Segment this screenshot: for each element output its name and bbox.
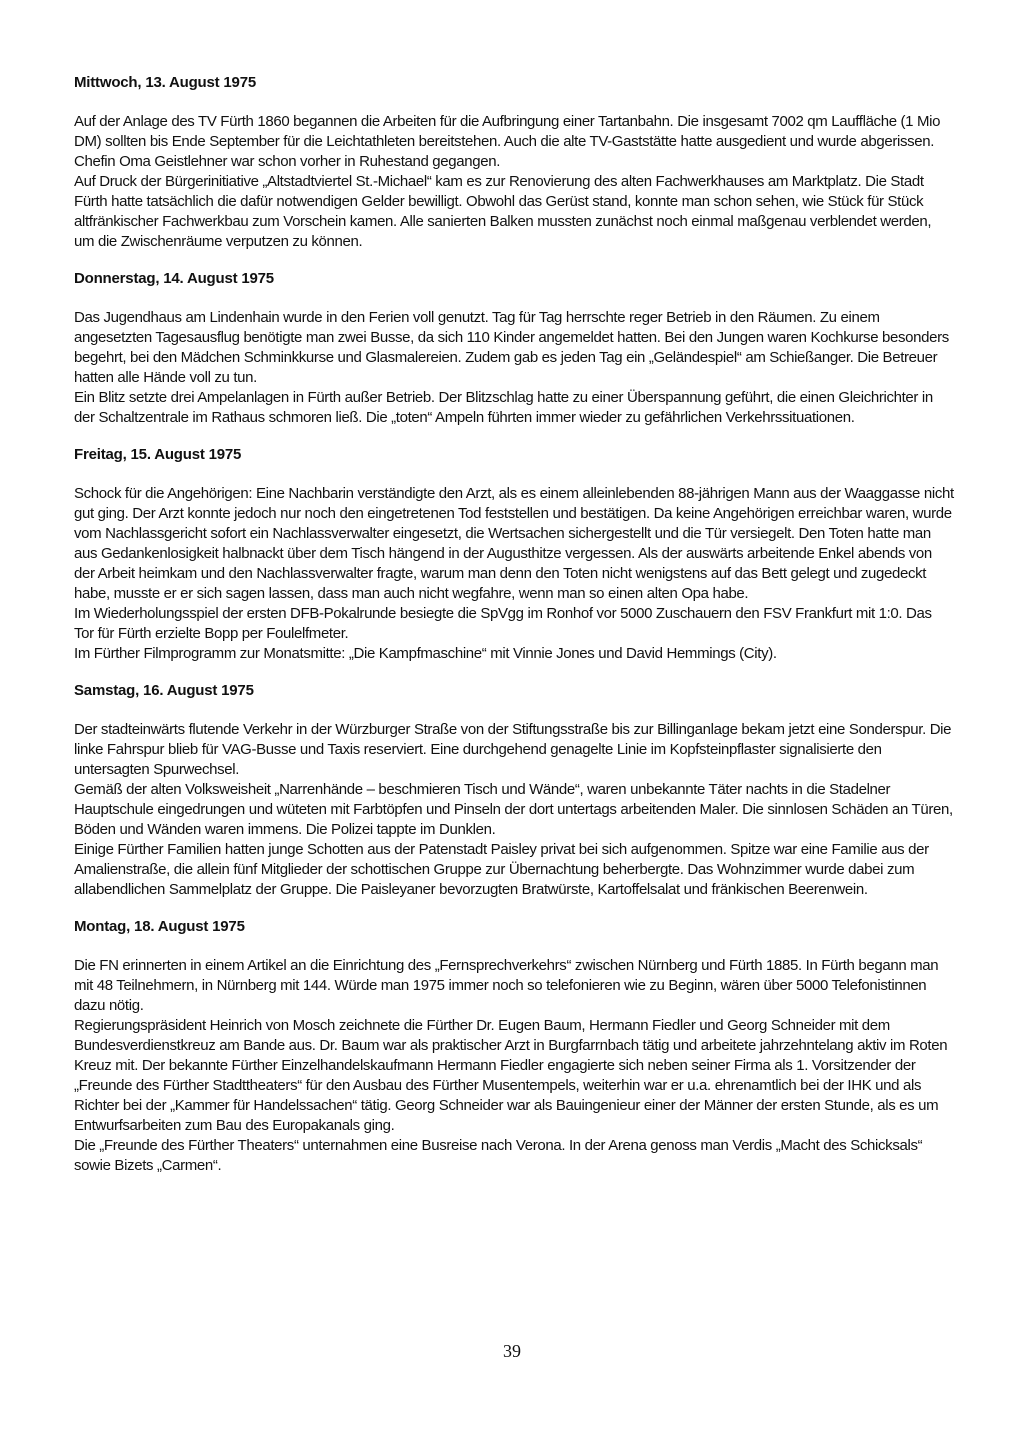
- entry-paragraph: Ein Blitz setzte drei Ampelanlagen in Fürth außer Betrieb. Der Blitzschlag hatte zu einer Überspannung geführt, die einen Gleichrichter in der Schaltzentrale im Rathaus schmoren ließ. Die „toten“ Ampeln führten immer wieder zu gefährlichen Verkehrssituationen.: [74, 389, 933, 426]
- entry-heading: Freitag, 15. August 1975: [74, 446, 242, 463]
- entry-paragraph: Der stadteinwärts flutende Verkehr in der Würzburger Straße von der Stiftungsstraße bis zur Billinganlage bekam jetzt eine Sonderspur. Die linke Fahrspur blieb für VAG-Busse und Taxis reserviert. Eine durchgehend genagelte Linie im Kopfsteinpflaster signalisierte den untersagten Spurwechsel.: [74, 721, 952, 778]
- page-number: 39: [503, 1341, 521, 1361]
- entry-paragraph: Das Jugendhaus am Lindenhain wurde in den Ferien voll genutzt. Tag für Tag herrschte reger Betrieb in den Räumen. Zu einem angesetzten Tagesausflug benötigte man zwei Busse, da sich 110 Kinder angemeldet hatten. Bei den Jungen waren Kochkurse besonders begehrt, bei den Mädchen Schminkkurse und Glasmalereien. Zudem gab es jeden Tag ein „Geländespiel“ am Schießanger. Die Betreuer hatten alle Hände voll zu tun.: [74, 309, 949, 386]
- entry-heading: Montag, 18. August 1975: [74, 918, 245, 935]
- entry-heading: Samstag, 16. August 1975: [74, 682, 254, 699]
- entry-thursday-14-aug: [74, 269, 954, 428]
- entry-heading: Mittwoch, 13. August 1975: [74, 74, 256, 91]
- entry-paragraph: Auf der Anlage des TV Fürth 1860 begannen die Arbeiten für die Aufbringung einer Tartanbahn. Die insgesamt 7002 qm Lauffläche (1 Mio DM) sollten bis Ende September für die Leichtathleten bereitstehen. Auch die alte TV-Gaststätte hatte ausgedient und wurde abgerissen. Chefin Oma Geistlehner war schon vorher in Ruhestand gegangen.: [74, 113, 941, 170]
- entry-heading: Donnerstag, 14. August 1975: [74, 270, 274, 287]
- entry-saturday-16-aug: [74, 681, 954, 900]
- entry-paragraph: Gemäß der alten Volksweisheit „Narrenhände – beschmieren Tisch und Wände“, waren unbekannte Täter nachts in die Stadelner Hauptschule eingedrungen und wüteten mit Farbtöpfen und Pinseln der dort untertags arbeitenden Maler. Die sinnlosen Schäden an Türen, Böden und Wänden waren immens. Die Polizei tappte im Dunklen.: [74, 781, 953, 838]
- entry-wednesday-13-aug: [74, 73, 954, 252]
- entry-paragraph: Im Wiederholungsspiel der ersten DFB-Pokalrunde besiegte die SpVgg im Ronhof vor 5000 Zuschauern den FSV Frankfurt mit 1:0. Das Tor für Fürth erzielte Bopp per Foulelfmeter.: [74, 605, 932, 642]
- document-page: [74, 73, 954, 1193]
- entry-paragraph: Einige Fürther Familien hatten junge Schotten aus der Patenstadt Paisley privat bei sich aufgenommen. Spitze war eine Familie aus der Amalienstraße, die allein fünf Mitglieder der schottischen Gruppe zur Übernachtung beherbergte. Das Wohnzimmer wurde dabei zum allabendlichen Sammelplatz der Gruppe. Die Paisleyaner bevorzugten Bratwürste, Kartoffelsalat und fränkischen Beerenwein.: [74, 841, 929, 898]
- entry-monday-18-aug: [74, 917, 954, 1176]
- entry-paragraph: Auf Druck der Bürgerinitiative „Altstadtviertel St.-Michael“ kam es zur Renovierung des alten Fachwerkhauses am Marktplatz. Die Stadt Fürth hatte tatsächlich die dafür notwendigen Gelder bewilligt. Obwohl das Gerüst stand, konnte man schon sehen, wie Stück für Stück altfränkischer Fachwerkbau zum Vorschein kamen. Alle sanierten Balken mussten zunächst noch einmal maßgenau verblendet werden, um die Zwischenräume verputzen zu können.: [74, 173, 932, 250]
- entry-paragraph: Schock für die Angehörigen: Eine Nachbarin verständigte den Arzt, als es einem alleinlebenden 88-jährigen Mann aus der Waaggasse nicht gut ging. Der Arzt konnte jedoch nur noch den eingetretenen Tod feststellen und bestätigen. Da keine Angehörigen erreichbar waren, wurde vom Nachlassgericht sofort ein Nachlassverwalter eingesetzt, die Wertsachen sichergestellt und die Tür versiegelt. Den Toten hatte man aus Gedankenlosigkeit halbnackt über dem Tisch hängend in der Augusthitze vergessen. Als der auswärts arbeitende Enkel abends von der Arbeit heimkam und den Nachlassverwalter fragte, warum man denn den Toten nicht wenigstens auf das Bett gelegt und zugedeckt habe, musste er er sich sagen lassen, dass man auch nicht wegfahre, wenn man so einen alten Opa habe.: [74, 485, 954, 602]
- entry-paragraph: Regierungspräsident Heinrich von Mosch zeichnete die Fürther Dr. Eugen Baum, Hermann Fiedler und Georg Schneider mit dem Bundesverdienstkreuz am Bande aus. Dr. Baum war als praktischer Arzt in Burgfarrnbach tätig und arbeitete jahrzehntelang aktiv im Roten Kreuz mit. Der bekannte Fürther Einzelhandelskaufmann Hermann Fiedler engagierte sich neben seiner Firma als 1. Vorsitzender der „Freunde des Fürther Stadttheaters“ für den Ausbau des Fürther Musentempels, weiterhin war er u.a. ehrenamtlich bei der IHK und als Richter bei der „Kammer für Handelssachen“ tätig. Georg Schneider war als Bauingenieur einer der Männer der ersten Stunde, als es um Entwurfsarbeiten zum Bau des Europakanals ging.: [74, 1017, 948, 1134]
- entry-paragraph: Im Fürther Filmprogramm zur Monatsmitte: „Die Kampfmaschine“ mit Vinnie Jones und David Hemmings (City).: [74, 645, 777, 662]
- entry-paragraph: Die FN erinnerten in einem Artikel an die Einrichtung des „Fernsprechverkehrs“ zwischen Nürnberg und Fürth 1885. In Fürth begann man mit 48 Teilnehmern, in Nürnberg mit 144. Würde man 1975 immer noch so telefonieren wie zu Beginn, wären über 5000 Telefonistinnen dazu nötig.: [74, 957, 939, 1014]
- entry-friday-15-aug: [74, 445, 954, 664]
- entry-paragraph: Die „Freunde des Fürther Theaters“ unternahmen eine Busreise nach Verona. In der Arena genoss man Verdis „Macht des Schicksals“ sowie Bizets „Carmen“.: [74, 1137, 923, 1174]
